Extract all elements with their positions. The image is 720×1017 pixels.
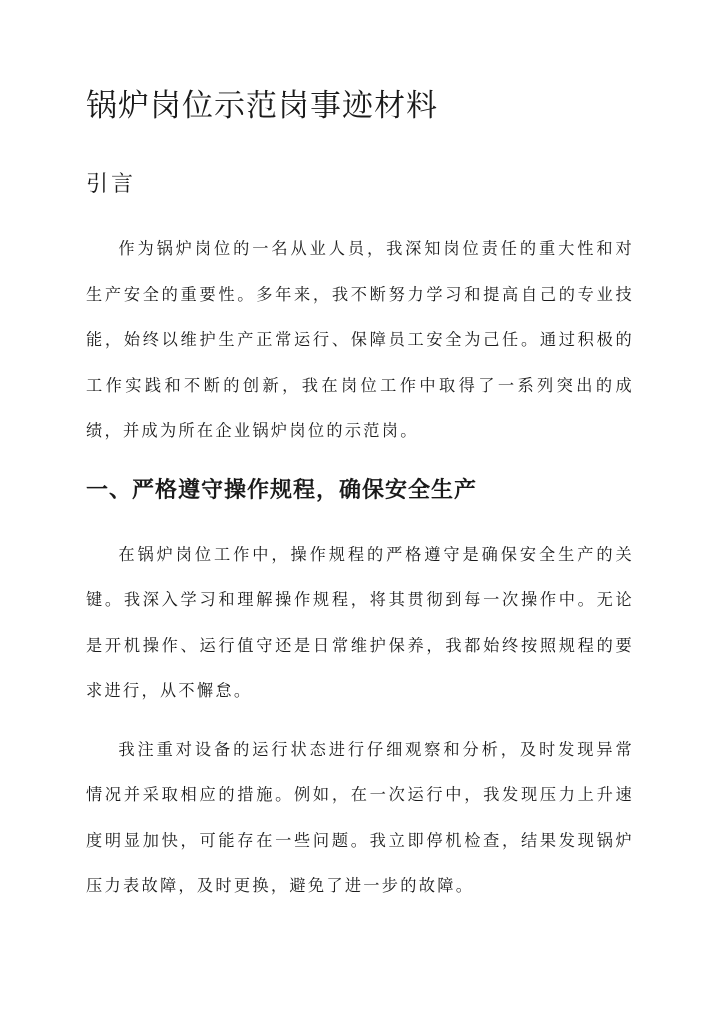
intro-paragraph: 作为锅炉岗位的一名从业人员，我深知岗位责任的重大性和对生产安全的重要性。多年来，我不断努力学习和提高自己的专业技能，始终以维护生产正常运行、保障员工安全为己任。通过积极的工作实践和不断的创新，我在岗位工作中取得了一系列突出的成绩，并成为所在企业锅炉岗位的示范岗。 xyxy=(86,239,634,440)
section-one-heading: 一、严格遵守操作规程，确保安全生产 xyxy=(86,476,478,503)
document-title: 锅炉岗位示范岗事迹材料 xyxy=(86,88,438,124)
section-one-paragraph-1: 在锅炉岗位工作中，操作规程的严格遵守是确保安全生产的关键。我深入学习和理解操作规程，将其贯彻到每一次操作中。无论是开机操作、运行值守还是日常维护保养，我都始终按照规程的要求进行，从不懈怠。 xyxy=(86,544,634,700)
intro-heading: 引言 xyxy=(86,172,137,197)
section-one-paragraph-2: 我注重对设备的运行状态进行仔细观察和分析，及时发现异常情况并采取相应的措施。例如，在一次运行中，我发现压力上升速度明显加快，可能存在一些问题。我立即停机检查，结果发现锅炉压力表故障，及时更换，避免了进一步的故障。 xyxy=(86,739,634,895)
